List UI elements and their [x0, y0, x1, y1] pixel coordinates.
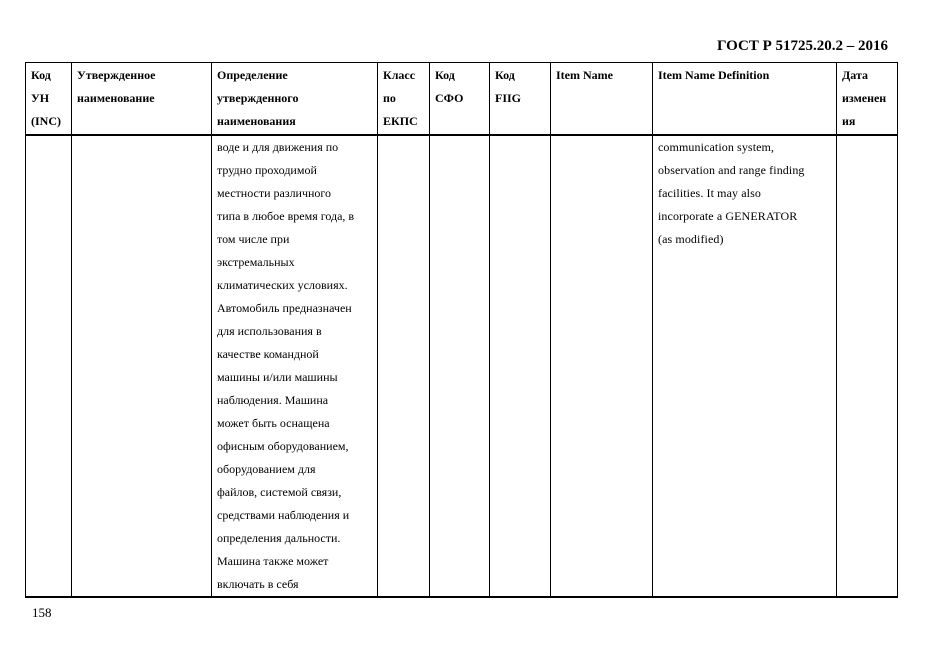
cell-text-line: экстремальных	[217, 255, 295, 269]
col-header-sfo-code	[430, 63, 490, 136]
header-label-line: утвержденного	[217, 91, 299, 105]
header-label-line: ЕКПС	[383, 114, 418, 128]
cell-ekps-class	[378, 135, 430, 597]
page-number: 158	[32, 605, 52, 620]
cell-text-line: трудно проходимой	[217, 163, 317, 177]
header-label-line: ия	[842, 114, 856, 128]
cell-change-date	[837, 135, 898, 597]
col-header-item-name-definition	[653, 63, 837, 136]
col-header-change-date	[837, 63, 898, 136]
cell-text-line: может быть оснащена	[217, 416, 330, 430]
cell-text-line: facilities. It may also	[658, 186, 761, 200]
header-label-line: Код	[31, 68, 51, 82]
header-label-line: Item Name	[556, 68, 613, 82]
cell-text-line: климатических условиях.	[217, 278, 348, 292]
cell-text-line: определения дальности.	[217, 531, 341, 545]
cell-sfo-code	[430, 135, 490, 597]
header-label-line: по	[383, 91, 396, 105]
cell-text-line: для использования в	[217, 324, 322, 338]
header-label-line: Определение	[217, 68, 288, 82]
cell-text-line: оборудованием для	[217, 462, 316, 476]
header-label-line: изменен	[842, 91, 887, 105]
cell-text-line: Машина также может	[217, 554, 329, 568]
col-header-fiig-code	[490, 63, 551, 136]
cell-text-line: наблюдения. Машина	[217, 393, 329, 407]
header-label-line: СФО	[435, 91, 464, 105]
header-label-line: FIIG	[495, 91, 522, 105]
cell-text-line: communication system,	[658, 140, 775, 154]
header-row	[26, 63, 898, 136]
cell-text-line: (as modified)	[658, 232, 724, 246]
col-header-definition-ru	[212, 63, 378, 136]
cell-item-name-definition	[653, 135, 837, 597]
cell-text-line: машины и/или машины	[217, 370, 338, 384]
cell-inc	[26, 135, 72, 597]
cell-text-line: Автомобиль предназначен	[217, 301, 352, 315]
col-header-inc	[26, 63, 72, 136]
header-label-line: наименования	[217, 114, 296, 128]
table-row	[26, 135, 898, 597]
cell-text-line: местности различного	[217, 186, 332, 200]
header-label-line: Класс	[383, 68, 416, 82]
header-label-line: Код	[495, 68, 515, 82]
cell-text-line: включать в себя	[217, 577, 299, 591]
header-label-line: (INC)	[31, 114, 61, 128]
col-header-approved-name	[72, 63, 212, 136]
cell-text-line: observation and range finding	[658, 163, 805, 177]
cell-definition-ru	[212, 135, 378, 597]
cell-text-line: офисным оборудованием,	[217, 439, 349, 453]
col-header-ekps-class	[378, 63, 430, 136]
cell-text-line: воде и для движения по	[217, 140, 339, 154]
cell-fiig-code	[490, 135, 551, 597]
header-label-line: Утвержденное	[77, 68, 156, 82]
cell-text-line: том числе при	[217, 232, 290, 246]
cell-text-line: файлов, системой связи,	[217, 485, 342, 499]
cell-text-line: incorporate a GENERATOR	[658, 209, 798, 223]
cell-text-line: типа в любое время года, в	[217, 209, 355, 223]
cell-text-line: средствами наблюдения и	[217, 508, 350, 522]
header-label-line: Item Name Definition	[658, 68, 770, 82]
header-label-line: УН	[31, 91, 50, 105]
cell-text-line: качестве командной	[217, 347, 319, 361]
col-header-item-name	[551, 63, 653, 136]
header-label-line: наименование	[77, 91, 155, 105]
cell-approved-name	[72, 135, 212, 597]
header-label-line: Код	[435, 68, 455, 82]
header-label-line: Дата	[842, 68, 868, 82]
cell-item-name	[551, 135, 653, 597]
data-table	[25, 62, 898, 598]
document-id: ГОСТ Р 51725.20.2 – 2016	[716, 38, 888, 54]
